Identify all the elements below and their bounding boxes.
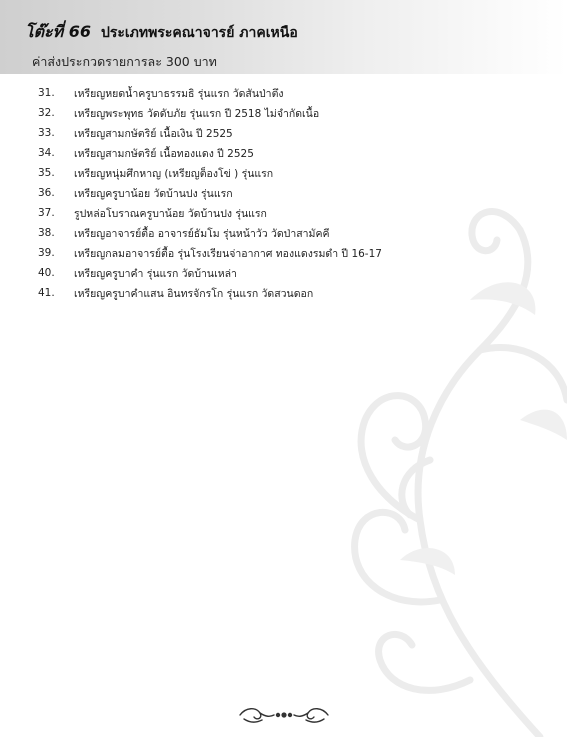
item-number: 38. bbox=[38, 227, 55, 239]
item-text: เหรียญสามกษัตริย์ เนื้อทองแดง ปี 2525 bbox=[74, 147, 254, 160]
item-number: 33. bbox=[38, 127, 55, 139]
item-text: เหรียญครูบาคำ รุ่นแรก วัดบ้านเหล่า bbox=[74, 267, 237, 280]
table-title: ประเภทพระคณาจารย์ ภาคเหนือ bbox=[100, 25, 298, 41]
list-item bbox=[38, 183, 382, 203]
item-number: 40. bbox=[38, 267, 55, 279]
item-text: เหรียญสามกษัตริย์ เนื้อเงิน ปี 2525 bbox=[74, 127, 233, 140]
item-number: 35. bbox=[38, 167, 55, 179]
item-text: เหรียญหนุ่มศึกหาญ (เหรียญต็องโข่ ) รุ่นแรก bbox=[74, 167, 274, 180]
item-text: เหรียญครูบาคำแสน อินทรจักรโก รุ่นแรก วัดสวนดอก bbox=[74, 287, 314, 300]
list-item bbox=[38, 163, 382, 183]
list-item bbox=[38, 223, 382, 243]
scroll-divider-icon bbox=[236, 703, 332, 727]
item-text: รูปหล่อโบราณครูบาน้อย วัดบ้านปง รุ่นแรก bbox=[74, 207, 267, 220]
list-item bbox=[38, 83, 382, 103]
list-item bbox=[38, 103, 382, 123]
list-item bbox=[38, 243, 382, 263]
item-number: 31. bbox=[38, 87, 55, 99]
list-item bbox=[38, 283, 382, 303]
item-number: 36. bbox=[38, 187, 55, 199]
item-text: เหรียญอาจารย์ตื้อ อาจารย์ธัมโม รุ่นหน้าวัว วัดป่าสามัคคี bbox=[74, 227, 330, 240]
item-number: 37. bbox=[38, 207, 55, 219]
item-text: เหรียญครูบาน้อย วัดบ้านปง รุ่นแรก bbox=[74, 187, 233, 200]
item-text: เหรียญหยดน้ำครูบาธรรมธิ รุ่นแรก วัดสันป่าตึง bbox=[74, 87, 284, 100]
list-item bbox=[38, 263, 382, 283]
list-item bbox=[38, 143, 382, 163]
item-number: 34. bbox=[38, 147, 55, 159]
entry-fee-subtitle: ค่าส่งประกวดรายการละ 300 บาท bbox=[32, 54, 217, 69]
item-number: 32. bbox=[38, 107, 55, 119]
item-number: 39. bbox=[38, 247, 55, 259]
list-item bbox=[38, 203, 382, 223]
amulet-list bbox=[38, 83, 382, 303]
item-text: เหรียญกลมอาจารย์ตื้อ รุ่นโรงเรียนจ่าอากาศ ทองแดงรมดำ ปี 16-17 bbox=[74, 247, 382, 260]
item-text: เหรียญพระพุทธ วัดดับภัย รุ่นแรก ปี 2518 ไม่จำกัดเนื้อ bbox=[74, 107, 320, 120]
list-item bbox=[38, 123, 382, 143]
table-label: โต๊ะที่ 66 bbox=[25, 22, 91, 41]
item-number: 41. bbox=[38, 287, 55, 299]
page-title bbox=[25, 20, 298, 45]
